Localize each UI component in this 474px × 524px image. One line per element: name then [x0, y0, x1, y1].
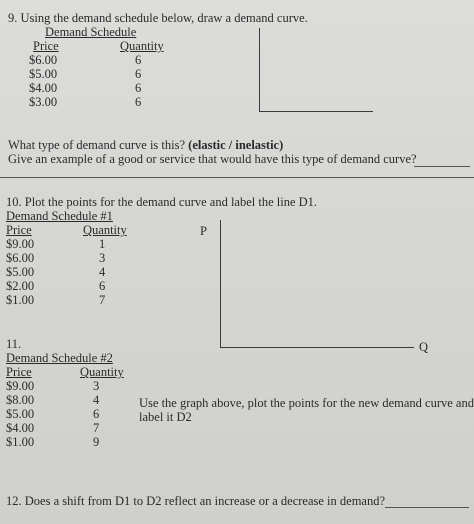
q10-schedule-title: Demand Schedule #1: [6, 209, 113, 223]
q11-price-cell: $4.00: [6, 421, 35, 435]
q9-example-prompt: Give an example of a good or service that would have this type of demand curve?: [8, 152, 417, 166]
q10-x-axis: [220, 347, 414, 348]
q10-qty-cell: 6: [99, 279, 106, 293]
q9-question: [8, 139, 283, 152]
q9-answer-blank[interactable]: [414, 166, 470, 167]
q12-answer-blank[interactable]: [385, 507, 469, 508]
q9-schedule-title: Demand Schedule: [45, 25, 137, 39]
q11-instruction-line1: Use the graph above, plot the points for the new demand curve and: [139, 396, 474, 410]
q9-col-quantity: Quantity: [120, 39, 164, 53]
q10-axis-label-p: P: [200, 224, 207, 238]
q11-qty-cell: 3: [93, 379, 100, 393]
q9-qty-cell: 6: [135, 53, 142, 67]
q9-qty-cell: 6: [135, 81, 142, 95]
q11-price-cell: $8.00: [6, 393, 35, 407]
q9-x-axis: [259, 111, 373, 112]
q11-qty-cell: 6: [93, 407, 100, 421]
q10-col-price: Price: [6, 223, 32, 237]
q9-qty-cell: 6: [135, 95, 142, 109]
q9-price-cell: $6.00: [29, 53, 58, 67]
q10-axis-label-q: Q: [419, 340, 429, 354]
q10-price-cell: $1.00: [6, 293, 35, 307]
q10-price-cell: $6.00: [6, 251, 35, 265]
q11-qty-cell: 7: [93, 421, 100, 435]
q11-col-price: Price: [6, 365, 32, 379]
q9-price-cell: $3.00: [29, 95, 58, 109]
q11-instruction-line2: label it D2: [139, 410, 192, 424]
q9-price-cell: $4.00: [29, 81, 58, 95]
q10-col-quantity: Quantity: [83, 223, 127, 237]
q10-title: 10. Plot the points for the demand curve and label the line D1.: [6, 195, 318, 209]
q9-y-axis: [259, 28, 260, 112]
q10-qty-cell: 1: [99, 237, 106, 251]
q10-price-cell: $9.00: [6, 237, 35, 251]
section-divider: [0, 177, 474, 178]
q11-qty-cell: 9: [93, 435, 100, 449]
q9-question-choices: (elastic / inelastic): [188, 138, 284, 152]
q10-price-cell: $2.00: [6, 279, 35, 293]
q10-qty-cell: 7: [99, 293, 106, 307]
q9-question-text: What type of demand curve is this?: [8, 138, 189, 152]
q11-number: 11.: [6, 337, 22, 351]
q10-qty-cell: 3: [99, 251, 106, 265]
q11-qty-cell: 4: [93, 393, 100, 407]
q9-title: 9. Using the demand schedule below, draw a demand curve.: [8, 11, 308, 25]
q11-price-cell: $9.00: [6, 379, 35, 393]
q9-col-price: Price: [33, 39, 59, 53]
q10-y-axis: [220, 220, 221, 348]
q11-schedule-title: Demand Schedule #2: [6, 351, 113, 365]
q10-price-cell: $5.00: [6, 265, 35, 279]
q12-question: 12. Does a shift from D1 to D2 reflect an increase or a decrease in demand?: [6, 494, 386, 508]
q9-qty-cell: 6: [135, 67, 142, 81]
q11-col-quantity: Quantity: [80, 365, 124, 379]
q9-price-cell: $5.00: [29, 67, 58, 81]
q11-price-cell: $5.00: [6, 407, 35, 421]
q10-qty-cell: 4: [99, 265, 106, 279]
q11-price-cell: $1.00: [6, 435, 35, 449]
